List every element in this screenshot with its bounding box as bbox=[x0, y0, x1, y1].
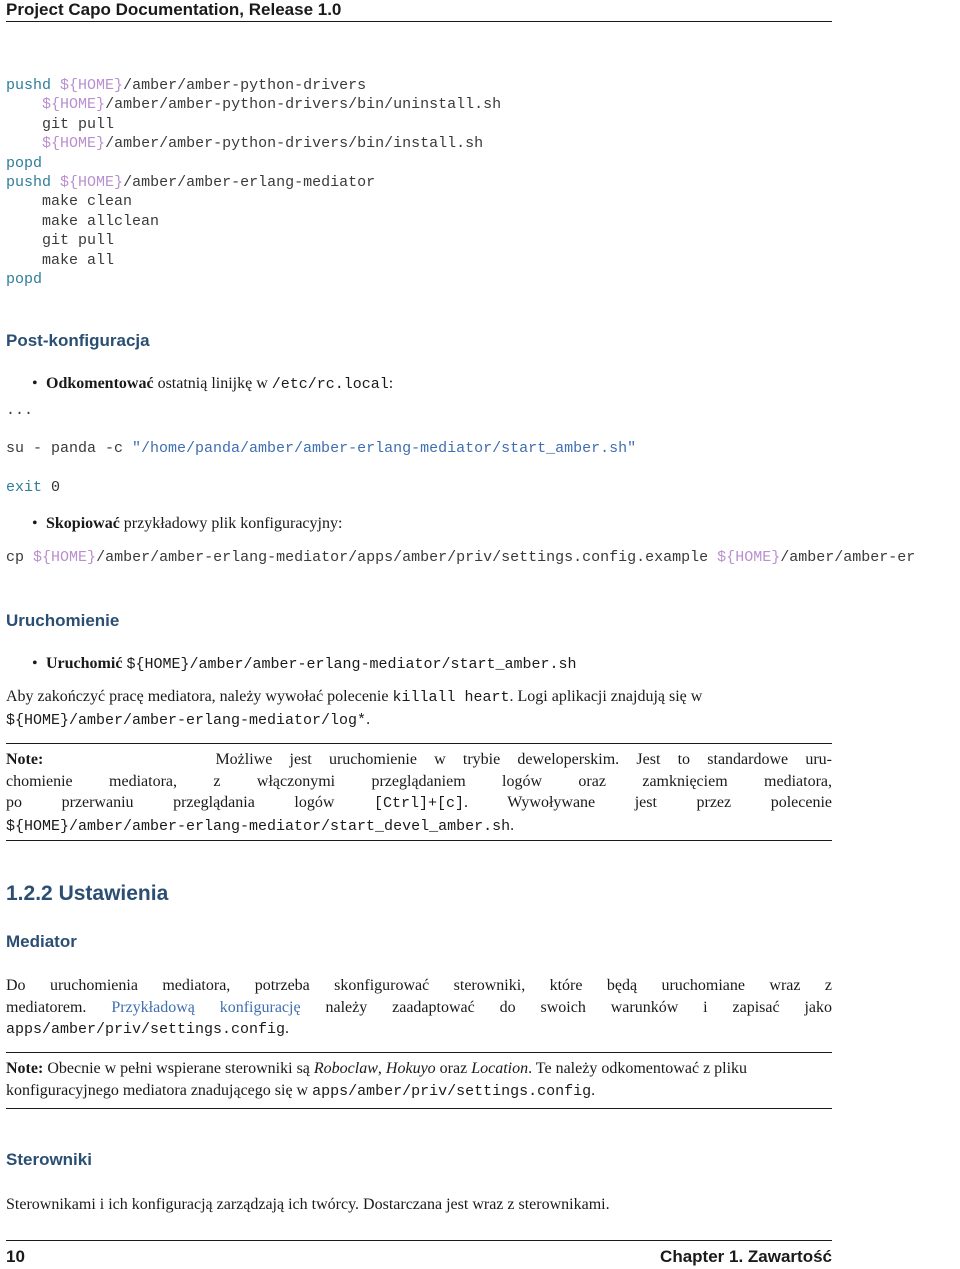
footer-rule bbox=[6, 1240, 832, 1241]
note-text: konfiguracyjnego mediatora znadującego się w bbox=[6, 1081, 313, 1099]
inline-code-settings: apps/amber/priv/settings.config bbox=[6, 1021, 286, 1038]
code-line bbox=[6, 173, 501, 192]
code-line bbox=[6, 134, 501, 153]
bullet-text: ostatnią linijkę w bbox=[153, 375, 272, 392]
driver-hokuyo: Hokuyo bbox=[385, 1060, 436, 1077]
cp-tail: /amber/amber-er bbox=[780, 549, 916, 566]
code-token: } bbox=[96, 96, 106, 114]
page-number: 10 bbox=[6, 1247, 25, 1266]
code-line bbox=[6, 115, 501, 134]
code-token: ${ bbox=[60, 174, 79, 192]
para-text: należy zaadaptować do swoich warunków i zapisać jako bbox=[300, 998, 833, 1016]
inline-code-killall: killall heart bbox=[392, 689, 510, 706]
code-token: } bbox=[96, 135, 106, 153]
code-token: git pull bbox=[42, 232, 115, 250]
para-text: mediatorem. bbox=[6, 998, 112, 1016]
driver-location: Location bbox=[471, 1060, 529, 1077]
note-sep: oraz bbox=[435, 1060, 472, 1077]
code-token: make clean bbox=[42, 193, 133, 211]
bullet-uncomment: • Odkomentować ostatnią linijkę w /etc/rc.local: bbox=[32, 375, 394, 393]
inline-code-settings: apps/amber/priv/settings.config bbox=[312, 1082, 592, 1100]
note-label: Note: bbox=[6, 751, 44, 768]
code-line bbox=[6, 192, 501, 211]
code-token: HOME bbox=[60, 135, 97, 153]
code-token: pushd bbox=[6, 174, 61, 192]
code-ellipsis: ... bbox=[6, 402, 34, 419]
paragraph-sterowniki: Sterownikami i ich konfiguracją zarządzają ich twórcy. Dostarczana jest wraz z sterownikami. bbox=[6, 1196, 610, 1213]
note-rule-top bbox=[6, 743, 832, 744]
bullet-copy-bold: Skopiować bbox=[46, 515, 120, 532]
code-line bbox=[6, 270, 501, 289]
code-token: ${ bbox=[42, 96, 61, 114]
para-text: . bbox=[285, 1020, 290, 1037]
code-token: /amber/amber-python-drivers bbox=[123, 77, 367, 94]
bullet-copy: • Skopiować przykładowy plik konfiguracyjny: bbox=[32, 515, 343, 532]
heading-uruchomienie: Uruchomienie bbox=[6, 611, 120, 630]
note-text: Obecnie w pełni wspierane sterowniki są bbox=[43, 1060, 314, 1077]
para-text: . Logi aplikacji znajdują się w bbox=[509, 688, 703, 705]
bullet-copy-text: przykładowy plik konfiguracyjny: bbox=[119, 515, 343, 532]
note-text: . bbox=[510, 816, 515, 834]
code-token: popd bbox=[6, 271, 43, 289]
su-prefix: su - panda -c bbox=[6, 440, 133, 457]
driver-roboclaw: Roboclaw bbox=[313, 1060, 378, 1077]
exit-keyword: exit bbox=[6, 479, 43, 496]
inline-code-log-path: ${HOME}/amber/amber-erlang-mediator/log* bbox=[6, 711, 367, 729]
note-text: . Wywoływane jest przez polecenie bbox=[463, 794, 832, 811]
code-token: HOME bbox=[60, 96, 97, 114]
para-text: Aby zakończyć pracę mediatora, należy wywołać polecenie bbox=[6, 688, 393, 705]
code-token: /amber/amber-erlang-mediator bbox=[123, 174, 376, 192]
header-rule bbox=[6, 21, 832, 22]
code-line bbox=[6, 231, 501, 250]
code-token: make all bbox=[42, 251, 115, 269]
code-token: HOME bbox=[78, 77, 115, 94]
note-text: po przerwaniu przeglądania logów bbox=[6, 794, 374, 811]
code-line bbox=[6, 212, 501, 231]
para-text: Do uruchomienia mediatora, potrzeba skonfigurować sterowniki, które będą uruchomiane wraz z bbox=[6, 977, 832, 994]
code-token: HOME bbox=[78, 174, 115, 192]
inline-code-start-amber: ${HOME}/amber/amber-erlang-mediator/start_amber.sh bbox=[126, 656, 577, 673]
code-line bbox=[6, 95, 501, 114]
code-exit-line bbox=[6, 478, 60, 497]
paragraph-stop-mediator bbox=[6, 686, 832, 731]
note-text: chomienie mediatora, z włączonymi przeglądaniem logów oraz zamknięciem mediatora, bbox=[6, 772, 832, 790]
footer-chapter: Chapter 1. Zawartość bbox=[660, 1247, 832, 1266]
section-number: 1.2.2 bbox=[6, 882, 53, 905]
note-sep: , bbox=[377, 1060, 386, 1077]
code-token: } bbox=[114, 174, 124, 192]
inline-code-ctrl-c: [Ctrl]+[c] bbox=[373, 795, 464, 812]
note-text: Możliwe jest uruchomienie w trybie deweloperskim. Jest to standardowe uru- bbox=[215, 751, 832, 768]
section-title: Ustawienia bbox=[58, 882, 169, 905]
paragraph-mediator bbox=[6, 975, 832, 1041]
code-token: /amber/amber-python-drivers/bin/install.sh bbox=[105, 135, 484, 153]
link-example-config[interactable]: Przykładową konfigurację bbox=[111, 998, 301, 1016]
note-text: . bbox=[591, 1081, 596, 1099]
code-line bbox=[6, 251, 501, 270]
cp-path: /amber/amber-erlang-mediator/apps/amber/priv/settings.config.example bbox=[96, 549, 718, 566]
note-devel-mode bbox=[6, 749, 832, 837]
inline-code-start-devel: ${HOME}/amber/amber-erlang-mediator/start_devel_amber.sh bbox=[6, 817, 511, 835]
code-token: ${ bbox=[60, 77, 79, 94]
code-line bbox=[6, 76, 501, 95]
page-header-title: Project Capo Documentation, Release 1.0 bbox=[6, 0, 342, 19]
heading-mediator: Mediator bbox=[6, 932, 77, 951]
code-line bbox=[6, 154, 501, 173]
code-token: } bbox=[114, 77, 124, 94]
code-token: /amber/amber-python-drivers/bin/uninstall.sh bbox=[105, 96, 502, 114]
bullet-run-bold: Uruchomić bbox=[46, 655, 123, 672]
code-token: pushd bbox=[6, 77, 61, 94]
code-cp-line: cp ${HOME}/amber/amber-erlang-mediator/apps/amber/priv/settings.config.example ${HOME}/amber/amber-er bbox=[6, 549, 916, 566]
heading-sterowniki: Sterowniki bbox=[6, 1150, 92, 1169]
code-su-line bbox=[6, 439, 636, 458]
code-token: ${ bbox=[42, 135, 61, 153]
heading-ustawienia bbox=[6, 882, 168, 906]
note-rule-bottom bbox=[6, 840, 832, 841]
para-text: . bbox=[366, 710, 371, 728]
code-token: make allclean bbox=[42, 212, 160, 230]
note-supported-drivers bbox=[6, 1058, 832, 1102]
code-block-install bbox=[6, 76, 501, 289]
note2-rule-bottom bbox=[6, 1108, 832, 1109]
su-string: "/home/panda/amber/amber-erlang-mediator/start_amber.sh" bbox=[132, 440, 637, 457]
inline-code-rc-local: /etc/rc.local bbox=[271, 376, 389, 393]
bullet-run: • Uruchomić ${HOME}/amber/amber-erlang-mediator/start_amber.sh bbox=[32, 655, 577, 673]
cp-prefix: cp bbox=[6, 549, 34, 566]
heading-post-konfiguracja: Post-konfiguracja bbox=[6, 331, 150, 350]
exit-number: 0 bbox=[42, 479, 61, 496]
code-token: git pull bbox=[42, 115, 115, 133]
note2-rule-top bbox=[6, 1052, 832, 1053]
note-text: . Te należy odkomentować z pliku bbox=[528, 1060, 748, 1077]
code-token: popd bbox=[6, 154, 43, 172]
bullet-bold: Odkomentować bbox=[46, 375, 154, 392]
note-label: Note: bbox=[6, 1060, 44, 1077]
bullet-tail: : bbox=[388, 375, 394, 392]
